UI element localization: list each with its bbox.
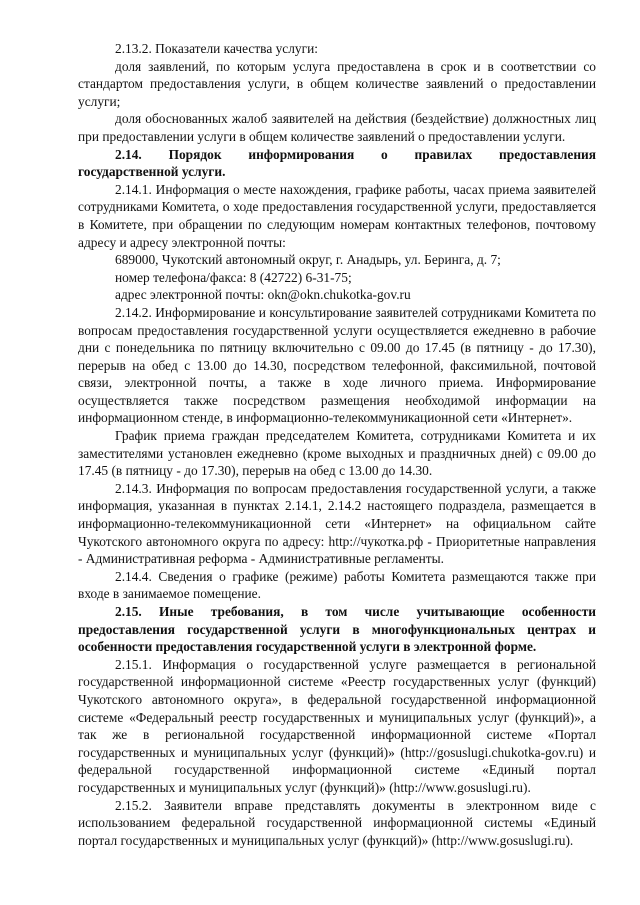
paragraph-2-14-4: 2.14.4. Сведения о графике (режиме) работы Комитета размещаются также при входе в занимаемое помещение. <box>78 568 596 602</box>
paragraph-2-14-3: 2.14.3. Информация по вопросам предоставления государственной услуги, а также информация, указанная в пунктах 2.14.1, 2.14.2 настоящего подраздела, размещается в информационно-телекоммуникационной сети «Интернет» на официальном сайте Чукотского автономного округа по адресу: http://чукотка.рф - Приоритетные направления - Административная реформа - Административные регламенты. <box>78 480 596 567</box>
email-address: адрес электронной почты: okn@okn.chukotka-gov.ru <box>115 287 411 303</box>
section-2-14-heading-line2: государственной услуги. <box>78 164 226 180</box>
quality-indicator-1: доля заявлений, по которым услуга предоставлена в срок и в соответствии со стандартом предоставления услуги, в общем количестве заявлений о предоставлении услуги; <box>78 58 596 109</box>
paragraph-2-15-1: 2.15.1. Информация о государственной услуге размещается в региональной государственной информационной системе «Реестр государственных услуг (функций) Чукотского автономного округа», в федеральной государственной информационной системе «Федеральный реестр государственных и муниципальных услуг (функций)», а так же в региональной государственной информационной системе «Портал государственных и муниципальных услуг (функций)» (http://gosuslugi.chukotka-gov.ru) и федеральной государственной информационной системе «Единый портал государственных и муниципальных услуг (функций)» (http://www.gosuslugi.ru). <box>78 656 596 795</box>
paragraph-2-14-2: 2.14.2. Информирование и консультирование заявителей сотрудниками Комитета по вопросам предоставления государственной услуги осуществляется ежедневно в рабочие дни с понедельника по пятницу включительно с 09.00 до 17.45 (в пятницу - до 17.30), перерыв на обед с 13.00 до 14.30, посредством телефонной, факсимильной, почтовой связи, электронной почты, а также в ходе личного приема. Информирование осуществляется также посредством размещения необходимой информации на информационном стенде, в информационно-телекоммуникационной сети «Интернет». <box>78 304 596 426</box>
section-2-13-2-title: 2.13.2. Показатели качества услуги: <box>115 41 319 56</box>
phone-fax: номер телефона/факса: 8 (42722) 6-31-75; <box>115 269 352 285</box>
paragraph-2-14-1: 2.14.1. Информация о месте нахождения, графике работы, часах приема заявителей сотрудниками Комитета, о ходе предоставления государственной услуги, предоставляется в Комитете, при обращении по следующим номерам контактных телефонов, почтовому адресу и адресу электронной почты: <box>78 181 596 250</box>
quality-indicator-2: доля обоснованных жалоб заявителей на действия (бездействие) должностных лиц при предоставлении услуги в общем количестве заявлений о предоставлении услуги. <box>78 111 596 144</box>
section-2-14-heading-line1: 2.14. Порядок информирования о правилах предоставления <box>115 146 596 162</box>
postal-address: 689000, Чукотский автономный округ, г. Анадырь, ул. Беринга, д. 7; <box>115 252 501 268</box>
paragraph-2-15-2: 2.15.2. Заявители вправе представлять документы в электронном виде с использованием федеральной государственной информационной системы «Единый портал государственных и муниципальных услуг (функций)» (http://www.gosuslugi.ru). <box>78 797 596 848</box>
reception-schedule: График приема граждан председателем Комитета, сотрудниками Комитета и их заместителями установлен ежедневно (кроме выходных и праздничных дней) с 09.00 до 17.45 (в пятницу - до 17.30), перерыв на обед с 13.00 до 14.30. <box>78 428 596 479</box>
section-2-15-heading: 2.15. Иные требования, в том числе учитывающие особенности предоставления государственной услуги в многофункциональных центрах и особенности предоставления государственной услуги в электронной форме. <box>78 604 596 655</box>
document-page <box>78 40 596 849</box>
